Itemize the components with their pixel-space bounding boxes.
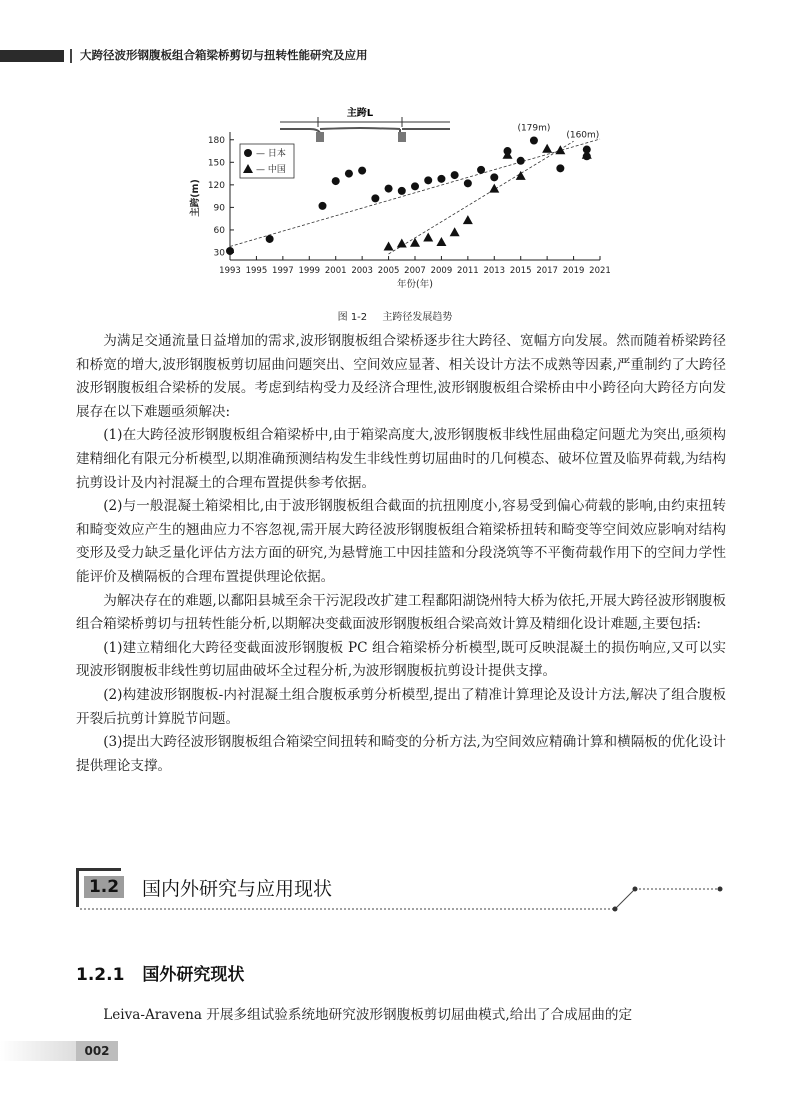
x-tick-label: 2021	[589, 266, 611, 276]
x-axis-label: 年份(年)	[397, 279, 433, 290]
data-point-china	[423, 232, 433, 241]
section-number: 1.2	[84, 876, 124, 898]
x-tick-label: 2003	[351, 266, 373, 276]
legend-marker-japan	[244, 149, 252, 157]
bridge-deck	[280, 128, 450, 138]
x-tick-label: 1993	[219, 266, 241, 276]
paragraph: 为解决存在的难题,以鄱阳县城至余干污泥段改扩建工程鄱阳湖饶州特大桥为依托,开展大跨径波形钢腹板组合箱梁桥剪切与扭转性能分析,以期解决变截面波形钢腹板组合梁高效计算及精细化设计难题,主要包括:	[76, 592, 726, 633]
y-tick-label: 30	[213, 248, 225, 259]
data-point-china	[384, 241, 394, 250]
data-point-japan	[345, 170, 353, 178]
x-tick-label: 2001	[324, 266, 347, 276]
pier-right	[398, 132, 406, 142]
data-point-japan	[226, 247, 234, 255]
data-point-japan	[530, 137, 538, 145]
data-point-japan	[556, 164, 564, 172]
span-trend-chart	[180, 100, 620, 306]
body-text	[76, 330, 726, 778]
paragraph-continued: Leiva-Aravena 开展多组试验系统地研究波形钢腹板剪切屈曲模式,给出了合成屈曲的定	[103, 1007, 633, 1023]
x-tick-label: 2009	[430, 266, 453, 276]
figure-title: 主跨径发展趋势	[382, 312, 453, 323]
y-tick-label: 150	[207, 158, 225, 169]
legend-label-china: — 中国	[256, 165, 286, 175]
x-tick-label: 1997	[272, 266, 294, 276]
data-point-japan	[385, 185, 393, 193]
annotation-179m: (179m)	[517, 123, 551, 134]
paragraph: (3)提出大跨径波形钢腹板组合箱梁空间扭转和畸变的分析方法,为空间效应精确计算和横隔板的优化设计提供理论支撑。	[76, 734, 726, 774]
data-point-japan	[437, 175, 445, 183]
data-point-china	[397, 238, 407, 247]
footer-band	[0, 1041, 76, 1061]
subsection-title: 国外研究现状	[142, 965, 245, 985]
x-tick-label: 2017	[536, 266, 558, 276]
trend-line	[389, 141, 574, 254]
data-point-japan	[424, 176, 432, 184]
x-tick-label: 2015	[509, 266, 532, 276]
y-tick-label: 60	[213, 225, 225, 236]
x-tick-label: 2019	[562, 266, 585, 276]
data-point-japan	[464, 179, 472, 187]
paragraph: (2)与一般混凝土箱梁相比,由于波形钢腹板组合截面的抗扭刚度小,容易受到偏心荷载的影响,由约束扭转和畸变效应产生的翘曲应力不容忽视,需开展大跨径波形钢腹板组合箱梁桥扭转和畸变等空间效应影响对结构变形及受力缺乏量化评估方法方面的研究,为悬臂施工中因挂篮和分段浇筑等不平衡荷载作用下的空间力学性能评价及横隔板的合理布置提供理论依据。	[76, 498, 726, 585]
data-point-japan	[332, 177, 340, 185]
paragraph: (2)构建波形钢腹板-内衬混凝土组合腹板承剪分析模型,提出了精准计算理论及设计方法,解决了组合腹板开裂后抗剪计算脱节问题。	[76, 686, 726, 727]
data-point-china	[542, 144, 552, 153]
figure-number: 图 1-2	[337, 312, 368, 323]
y-tick-label: 90	[213, 203, 225, 214]
data-point-japan	[319, 202, 327, 210]
x-tick-label: 2013	[483, 266, 506, 276]
data-point-japan	[358, 167, 366, 175]
x-tick-label: 1999	[298, 266, 321, 276]
paragraph: (1)建立精细化大跨径变截面波形钢腹板 PC 组合箱梁桥分析模型,既可反映混凝土的损伤响应,又可以实现波形钢腹板非线性剪切屈曲破坏全过程分析,为波形钢腹板抗剪设计提供支撑。	[76, 639, 726, 680]
figure-caption	[0, 308, 790, 323]
subsection-heading	[76, 960, 244, 985]
legend-label-japan: — 日本	[256, 149, 286, 159]
data-point-china	[436, 237, 446, 246]
data-point-japan	[517, 157, 525, 165]
paragraph: 为满足交通流量日益增加的需求,波形钢腹板组合梁桥逐步往大跨径、宽幅方向发展。然而随着桥梁跨径和桥宽的增大,波形钢腹板剪切屈曲问题突出、空间效应显著、相关设计方法不成熟等因素,严重制约了大跨径波形钢腹板组合梁桥的发展。考虑到结构受力及经济合理性,波形钢腹板组合梁桥由中小跨径向大跨径方向发展存在以下难题亟须解决:	[76, 333, 726, 420]
data-point-japan	[490, 173, 498, 181]
annotation-160m: (160m)	[566, 130, 600, 141]
data-point-china	[489, 184, 499, 193]
data-point-china	[410, 238, 420, 247]
pier-left	[316, 132, 324, 142]
header-separator	[70, 49, 72, 63]
data-point-japan	[371, 194, 379, 202]
section-title: 国内外研究与应用现状	[142, 878, 333, 900]
data-point-japan	[451, 171, 459, 179]
y-tick-label: 180	[207, 135, 225, 146]
y-tick-label: 120	[207, 180, 225, 191]
x-tick-label: 2005	[377, 266, 400, 276]
span-label: 主跨L	[346, 108, 374, 119]
running-header: 大跨径波形钢腹板组合箱梁桥剪切与扭转性能研究及应用	[80, 48, 368, 62]
x-tick-label: 2007	[404, 266, 426, 276]
x-tick-label: 2011	[457, 266, 479, 276]
data-point-japan	[411, 182, 419, 190]
page-number: 002	[76, 1041, 118, 1061]
data-point-china	[450, 227, 460, 236]
data-point-japan	[398, 187, 406, 195]
bridge-schematic	[280, 106, 450, 142]
paragraph: (1)在大跨径波形钢腹板组合箱梁桥中,由于箱梁高度大,波形钢腹板非线性屈曲稳定问题尤为突出,亟须构建精细化有限元分析模型,以期准确预测结构发生非线性剪切屈曲时的几何模态、破坏位置及临界荷载,为结构抗剪设计及内衬混凝土的合理布置提供参考依据。	[76, 427, 726, 491]
subsection-number: 1.2.1	[76, 965, 125, 985]
data-point-japan	[477, 166, 485, 174]
data-point-japan	[266, 235, 274, 243]
y-axis-label: 主跨(m)	[190, 179, 201, 217]
data-point-china	[463, 215, 473, 224]
x-tick-label: 1995	[245, 266, 268, 276]
header-bar	[0, 50, 64, 62]
